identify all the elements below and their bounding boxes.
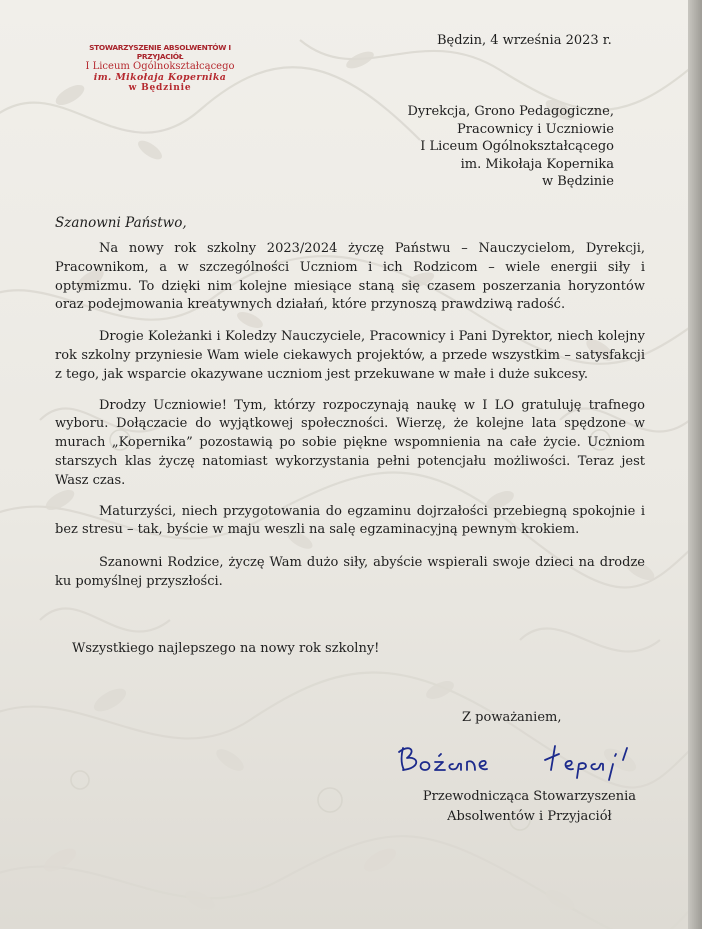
closing-phrase: Z poważaniem, xyxy=(462,710,562,725)
closing-wish: Wszystkiego najlepszego na nowy rok szkolny! xyxy=(72,641,380,656)
recipient-line: I Liceum Ogólnokształcącego xyxy=(420,139,614,155)
letterhead xyxy=(80,44,240,94)
letter-body xyxy=(55,240,645,606)
body-paragraph: Maturzyści, niech przygotowania do egzaminu dojrzałości przebiegną spokojnie i bez stresu – tak, byście w maju weszli na salę egzaminacyjną pewnym krokiem. xyxy=(55,503,645,538)
signatory-role xyxy=(423,787,636,827)
body-paragraph: Na nowy rok szkolny 2023/2024 życzę Państwu – Nauczycielom, Dyrekcji, Pracownikom, a w szczególności Uczniom i ich Rodzicom – wiele energii siły i optymizmu. To dzięki nim kolejne miesiące staną się czasem poszerzania horyzontów oraz podejmowania kreatywnych działań, które przynoszą prawdziwą radość. xyxy=(55,241,645,313)
letterhead-organization: STOWARZYSZENIE ABSOLWENTÓW I PRZYJACIÓŁ xyxy=(89,43,231,61)
recipient-line: w Będzinie xyxy=(541,174,614,190)
salutation: Szanowni Państwo, xyxy=(55,215,187,231)
recipient-line: Pracownicy i Uczniowie xyxy=(457,121,614,137)
letter-date: Będzin, 4 września 2023 r. xyxy=(437,33,612,48)
letterhead-patron: im. Mikołaja Kopernika xyxy=(93,71,227,83)
letterhead-school: I Liceum Ogólnokształcącego xyxy=(85,61,235,73)
handwritten-signature xyxy=(395,738,655,782)
page-edge-shadow xyxy=(688,0,702,929)
body-paragraph: Szanowni Rodzice, życzę Wam dużo siły, abyście wspierali swoje dzieci na drodze ku pomyślnej przyszłości. xyxy=(55,555,645,589)
role-line: Przewodnicząca Stowarzyszenia xyxy=(422,789,636,804)
body-paragraph: Drodzy Uczniowie! Tym, którzy rozpoczynają naukę w I LO gratuluję trafnego wyboru. Dołączacie do wyjątkowej społeczności. Wierzę, że kolejne lata spędzone w murach „Kopernika” pozostawią po sobie piękne wspomnienia na całe życie. Uczniom starszych klas życzę natomiast wykorzystania pełni potencjału możliwości. Teraz jest Wasz czas. xyxy=(55,397,645,488)
recipient-block xyxy=(407,103,614,191)
recipient-line: Dyrekcja, Grono Pedagogiczne, xyxy=(407,104,614,119)
recipient-line: im. Mikołaja Kopernika xyxy=(460,156,614,172)
letterhead-city: w Będzinie xyxy=(128,83,192,94)
body-paragraph: Drogie Koleżanki i Koledzy Nauczyciele, Pracownicy i Pani Dyrektor, niech kolejny rok szkolny przyniesie Wam wiele ciekawych projektów, a przede wszystkim – satysfakcji z tego, jak wsparcie okazywane uczniom jest przekuwane w małe i duże sukcesy. xyxy=(55,329,645,382)
role-line: Absolwentów i Przyjaciół xyxy=(447,809,612,824)
